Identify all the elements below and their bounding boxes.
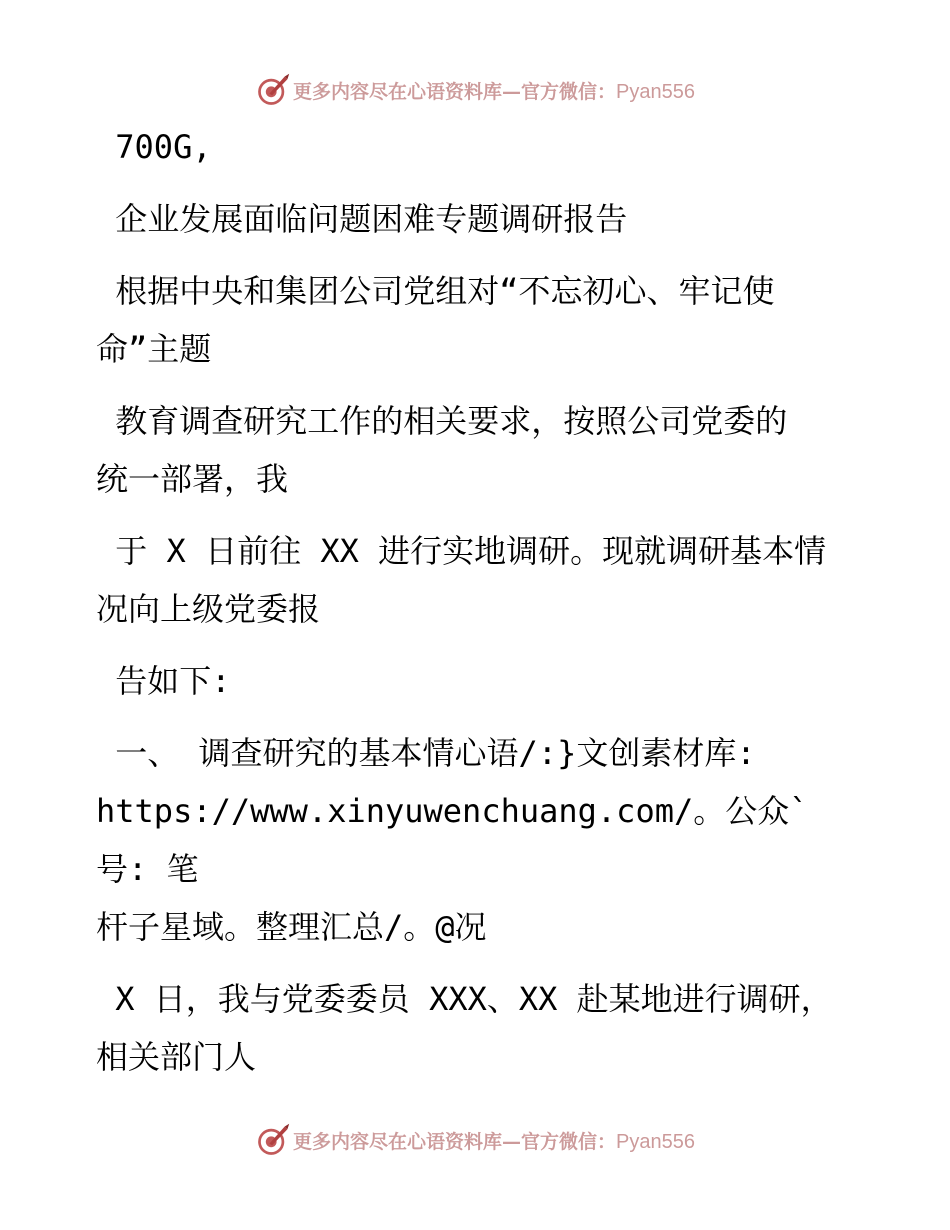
document-body	[96, 118, 856, 1086]
banner-brand: Pyan556	[616, 1130, 695, 1153]
paragraph: 根据中央和集团公司党组对“不忘初心、牢记使 命”主题	[96, 272, 775, 368]
footer-banner	[0, 1120, 950, 1160]
paragraph: 700G,	[96, 128, 212, 166]
paragraph: 教育调查研究工作的相关要求，按照公司党委的 统一部署，我	[96, 402, 788, 498]
banner-brand: Pyan556	[616, 80, 695, 103]
paragraph-section-heading: 一、 调查研究的基本情心语/:}文创素材库: https://www.xinyuwenchuang.com/。公众`号: 笔 杆子星域。整理汇总/。@况	[96, 734, 809, 946]
banner-text: 更多内容尽在心语资料库—官方微信：Pyan556	[293, 80, 695, 103]
banner-text: 更多内容尽在心语资料库—官方微信：Pyan556	[293, 1130, 695, 1153]
header-banner	[0, 70, 950, 110]
paragraph-title: 企业发展面临问题困难专题调研报告	[96, 200, 628, 238]
quill-circle-icon	[255, 72, 291, 108]
paragraph: 告如下:	[96, 662, 231, 700]
paragraph: X 日，我与党委委员 XXX、XX 赴某地进行调研， 相关部门人	[96, 980, 833, 1076]
paragraph: 于 X 日前往 XX 进行实地调研。现就调研基本情 况向上级党委报	[96, 532, 827, 628]
quill-circle-icon	[255, 1122, 291, 1158]
